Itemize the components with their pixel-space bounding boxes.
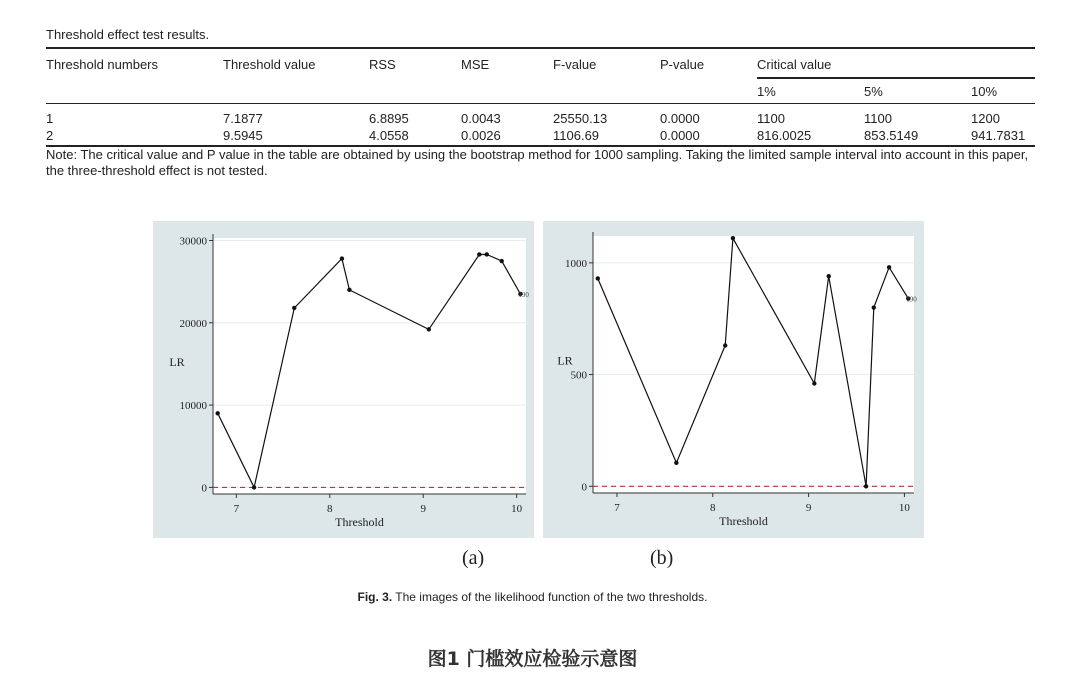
cell-critical-10pct: 1200: [971, 110, 1000, 126]
header-mse: MSE: [461, 57, 490, 72]
data-point: [340, 256, 344, 260]
plot-area: [213, 238, 526, 494]
cell-critical-10pct: 941.7831: [971, 127, 1026, 143]
y-tick-label: 1000: [565, 257, 587, 270]
header-critical-1pct: 1%: [757, 83, 776, 99]
header-rss: RSS: [369, 57, 396, 72]
likelihood-chart-b: [543, 221, 924, 538]
cell-f-value: 1106.69: [553, 127, 600, 143]
data-point: [477, 252, 481, 256]
header-threshold-numbers: Threshold numbers: [46, 57, 158, 72]
y-tick-label: 20000: [179, 317, 207, 330]
data-point: [887, 265, 891, 269]
likelihood-chart-a: [153, 221, 534, 538]
table-row: [46, 127, 1035, 146]
y-axis-label: LR: [557, 353, 573, 368]
header-critical-value: Critical value: [757, 48, 1035, 78]
cell-threshold-value: 7.1877: [223, 110, 263, 126]
chart-panel-a: [153, 221, 534, 538]
data-point: [500, 259, 504, 263]
figure-caption: [0, 590, 1065, 604]
data-point: [674, 461, 678, 465]
y-tick-label: 10000: [179, 400, 207, 413]
header-f-value: F-value: [553, 57, 597, 72]
cell-threshold-number: 2: [46, 127, 54, 143]
chinese-figure-caption: 图1 门槛效应检验示意图: [427, 648, 638, 670]
header-critical-5pct: 5%: [864, 83, 883, 99]
data-point: [864, 484, 868, 488]
data-point: [723, 343, 727, 347]
data-point: [252, 485, 256, 489]
data-point: [347, 288, 351, 292]
y-tick-label: 30000: [179, 235, 207, 248]
data-point: [812, 381, 816, 385]
cell-mse: 0.0026: [461, 127, 501, 143]
cell-threshold-value: 9.5945: [223, 127, 263, 143]
cell-mse: 0.0043: [461, 110, 501, 126]
data-point: [215, 411, 219, 415]
cell-threshold-number: 1: [46, 110, 54, 126]
subfigure-label-a: (a): [462, 547, 485, 569]
y-axis-label: LR: [169, 355, 185, 369]
header-row-2: [46, 78, 1035, 104]
x-axis-label: Threshold: [719, 514, 768, 528]
x-tick-label: 9: [420, 503, 426, 515]
end-point-label: 190: [518, 290, 529, 299]
chart-panel-b: [543, 221, 924, 538]
cell-critical-1pct: 816.0025: [757, 127, 812, 143]
data-point: [292, 306, 296, 310]
data-point: [427, 327, 431, 331]
header-critical-10pct: 10%: [971, 83, 998, 99]
data-point: [485, 252, 489, 256]
figure-caption-text: The images of the likelihood function of the two thresholds.: [395, 590, 708, 604]
end-point-label: 190: [906, 295, 917, 304]
x-axis-label: Threshold: [335, 515, 384, 529]
table-note: Note: The critical value and P value in the table are obtained by using the bootstrap method for 1000 sampling. Taking the limited sample interval into account in this paper, the three-threshold effect is not tested.: [46, 147, 1029, 178]
table-row: [46, 104, 1035, 128]
x-tick-label: 7: [614, 502, 620, 514]
cell-f-value: 25550.13: [553, 110, 608, 126]
cell-rss: 6.8895: [369, 110, 409, 126]
cell-critical-5pct: 853.5149: [864, 127, 919, 143]
x-tick-label: 8: [710, 502, 716, 514]
data-point: [872, 305, 876, 309]
cell-p-value: 0.0000: [660, 127, 700, 143]
header-row-1: [46, 48, 1035, 78]
x-tick-label: 8: [327, 503, 333, 515]
data-point: [596, 276, 600, 280]
cell-critical-5pct: 1100: [864, 110, 892, 126]
figure-caption-prefix: Fig. 3.: [357, 590, 393, 604]
x-tick-label: 10: [511, 503, 523, 515]
cell-critical-1pct: 1100: [757, 110, 785, 126]
x-tick-label: 7: [233, 503, 240, 515]
y-tick-label: 500: [570, 369, 587, 382]
y-tick-label: 0: [581, 481, 587, 494]
x-tick-label: 10: [898, 502, 910, 514]
cell-rss: 4.0558: [369, 127, 409, 143]
table-caption: Threshold effect test results.: [46, 27, 210, 42]
header-p-value: P-value: [660, 57, 705, 72]
subfigure-label-b: (b): [650, 547, 674, 569]
results-table: [46, 47, 1035, 147]
y-tick-label: 0: [201, 482, 207, 495]
data-point: [731, 236, 735, 240]
data-point: [827, 274, 831, 278]
cell-p-value: 0.0000: [660, 110, 700, 126]
x-tick-label: 9: [805, 502, 812, 514]
header-threshold-value: Threshold value: [223, 57, 316, 72]
